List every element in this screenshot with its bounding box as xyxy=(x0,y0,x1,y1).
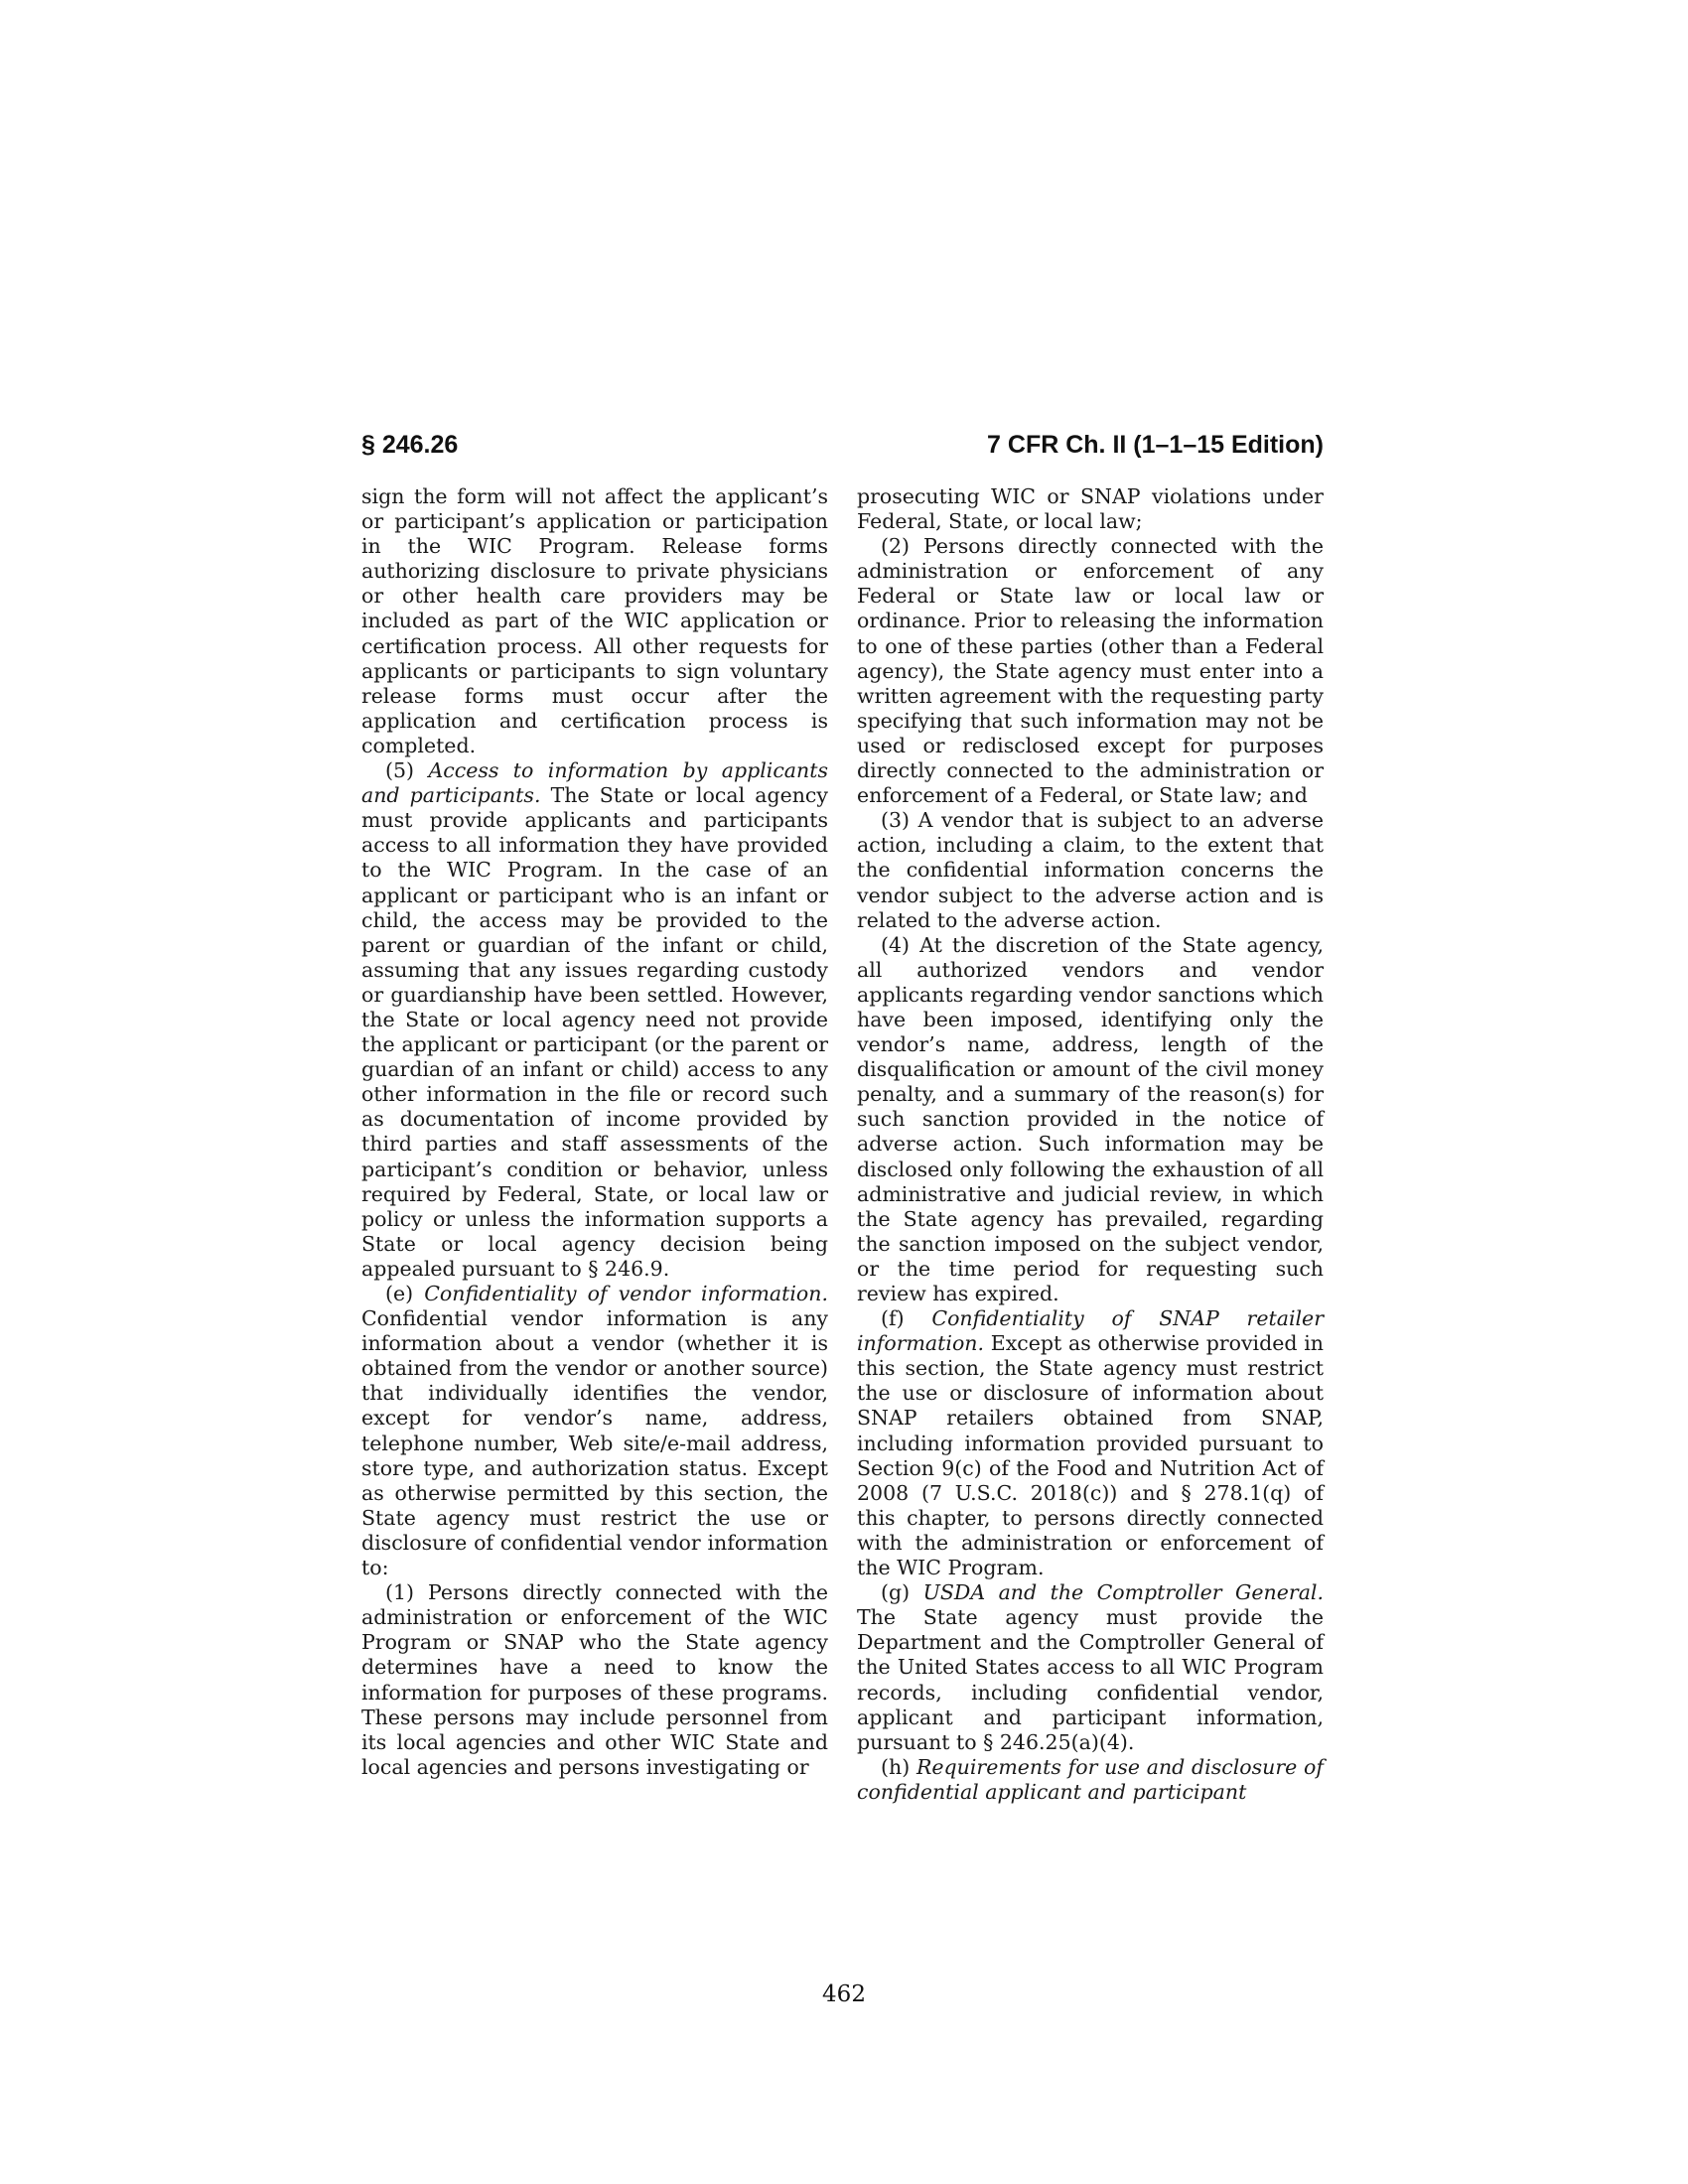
paragraph-heading: Access to information by applicants and participants. xyxy=(361,758,828,808)
paragraph-e1: (1) Persons directly connected with the administration or enforcement of the WIC Program or SNAP who the State agency determines have a need to know the information for purposes of these programs. These persons may include personnel from its local agencies and other WIC State and local agencies and persons investigating or xyxy=(361,1580,828,1779)
paragraph-e xyxy=(361,1282,828,1580)
paragraph-continuation: sign the form will not affect the applicant’s or participant’s application or participation in the WIC Program. Release forms authorizing disclosure to private physicians or other health care providers may be included as part of the WIC application or certification process. All other requests for applicants or participants to sign voluntary release forms must occur after the application and certification process is completed. xyxy=(361,484,828,757)
paragraph-body: Confidential vendor information is any information about a vendor (whether it is obtained from the vendor or another source) that individually identifies the vendor, except for vendor’s name, address, telephone number, Web site/e-mail address, store type, and authorization status. Except as otherwise permitted by this section, the State agency must restrict the use or disclosure of confidential vendor information to: xyxy=(361,1306,828,1580)
page-number: 462 xyxy=(822,1981,866,2007)
paragraph-body: The State agency must provide the Department and the Comptroller General of the United States access to all WIC Program records, including confidential vendor, applicant and participant information, pursuant to § 246.25(a)(4). xyxy=(857,1605,1324,1754)
paragraph-heading: USDA and the Comptroller General. xyxy=(922,1580,1324,1605)
paragraph-e4: (4) At the discretion of the State agency, all authorized vendors and vendor applicants regarding vendor sanctions which have been imposed, identifying only the vendor’s name, address, length of the disqualification or amount of the civil money penalty, and a summary of the reason(s) for such sanction provided in the notice of adverse action. Such information may be disclosed only following the exhaustion of all administrative and judicial review, in which the State agency has prevailed, regarding the sanction imposed on the subject vendor, or the time period for requesting such review has expired. xyxy=(857,932,1324,1305)
paragraph-body: Except as otherwise provided in this section, the State agency must restrict the use or disclosure of information about SNAP retailers obtained from SNAP, including information provided pursuant to Section 9(c) of the Food and Nutrition Act of 2008 (7 U.S.C. 2018(c)) and § 278.1(q) of this chapter, to persons directly connected with the administration or enforcement of the WIC Program. xyxy=(857,1331,1324,1580)
paragraph-number: (f) xyxy=(881,1306,905,1331)
paragraph-heading: Confidentiality of vendor information. xyxy=(424,1282,828,1305)
paragraph-body: The State or local agency must provide applicants and participants access to all information they have provided to the WIC Program. In the case of an applicant or participant who is an infant or child, the access may be provided to the parent or guardian of the infant or child, assuming that any issues regarding custody or guardianship have been settled. However, the State or local agency need not provide the applicant or participant (or the parent or guardian of an infant or child) access to any other information in the file or record such as documentation of income provided by third parties and staff assessments of the participant’s condition or behavior, unless required by Federal, State, or local law or policy or unless the information supports a State or local agency decision being appealed pursuant to § 246.9. xyxy=(361,783,828,1281)
paragraph-number: (g) xyxy=(881,1580,911,1605)
paragraph-heading: Requirements for use and disclosure of confidential applicant and participant xyxy=(857,1754,1324,1804)
paragraph-heading: Confidentiality of SNAP retailer information. xyxy=(857,1306,1324,1356)
left-column xyxy=(361,484,828,1780)
paragraph-g xyxy=(857,1580,1324,1755)
right-column xyxy=(857,484,1324,1805)
section-number: § 246.26 xyxy=(361,431,459,459)
paragraph-number: (5) xyxy=(385,758,415,783)
paragraph-continuation: prosecuting WIC or SNAP violations under Federal, State, or local law; xyxy=(857,484,1324,534)
paragraph-h xyxy=(857,1755,1324,1805)
paragraph-e3: (3) A vendor that is subject to an adverse action, including a claim, to the extent that the confidential information concerns the vendor subject to the adverse action and is related to the adverse action. xyxy=(857,808,1324,932)
paragraph-number: (h) xyxy=(881,1754,911,1779)
paragraph-e2: (2) Persons directly connected with the administration or enforcement of any Federal or State law or local law or ordinance. Prior to releasing the information to one of these parties (other than a Federal agency), the State agency must enter into a written agreement with the requesting party specifying that such information may not be used or redisclosed except for purposes directly connected to the administration or enforcement of a Federal, or State law; and xyxy=(857,534,1324,808)
running-header-title: 7 CFR Ch. II (1–1–15 Edition) xyxy=(987,431,1324,459)
paragraph-number: (e) xyxy=(385,1282,414,1305)
paragraph-d5 xyxy=(361,758,828,1282)
paragraph-f xyxy=(857,1306,1324,1580)
